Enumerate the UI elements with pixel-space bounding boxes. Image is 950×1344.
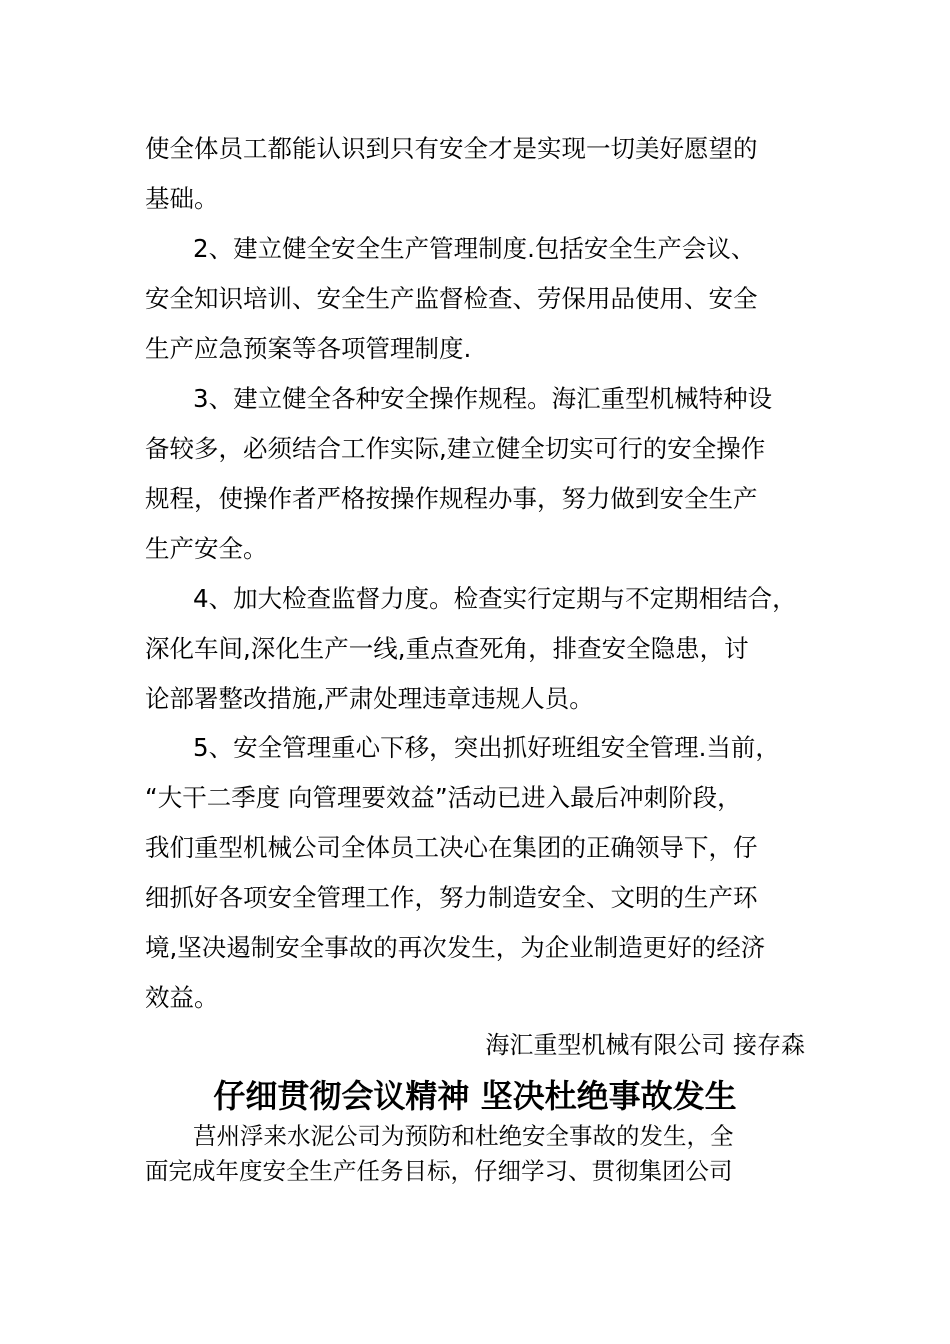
paragraph-line: 5、安全管理重心下移，突出抓好班组安全管理.当前， (193, 733, 780, 762)
paragraph-line: 安全知识培训、安全生产监督检查、劳保用品使用、安全 (145, 284, 758, 313)
paragraph-line: 莒州浮来水泥公司为预防和杜绝安全事故的发生，全 (193, 1122, 734, 1150)
signature: 海汇重型机械有限公司 接存森 (485, 1031, 805, 1059)
paragraph-line: 细抓好各项安全管理工作，努力制造安全、文明的生产环 (145, 883, 758, 912)
paragraph-line: 生产安全。 (145, 534, 268, 563)
paragraph-line: 基础。 (145, 184, 219, 213)
paragraph-line: 规程，使操作者严格按操作规程办事，努力做到安全生产 (145, 484, 758, 513)
paragraph-line: 境,坚决遏制安全事故的再次发生，为企业制造更好的经济 (145, 933, 766, 962)
paragraph-line: 深化车间,深化生产一线,重点查死角，排查安全隐患，讨 (145, 634, 749, 663)
article-title: 仔细贯彻会议精神 坚决杜绝事故发生 (213, 1077, 737, 1115)
paragraph-line: 生产应急预案等各项管理制度. (145, 334, 472, 363)
paragraph-line: 效益。 (145, 983, 219, 1012)
paragraph-line: 3、建立健全各种安全操作规程。海汇重型机械特种设 (193, 384, 773, 413)
paragraph-line: “大干二季度 向管理要效益”活动已进入最后冲刺阶段， (145, 783, 742, 812)
paragraph-line: 我们重型机械公司全体员工决心在集团的正确领导下，仔 (145, 833, 758, 862)
paragraph-line: 2、建立健全安全生产管理制度.包括安全生产会议、 (193, 234, 756, 263)
paragraph-line: 4、加大检查监督力度。检查实行定期与不定期相结合， (193, 584, 797, 613)
paragraph-line: 论部署整改措施,严肃处理违章违规人员。 (145, 684, 594, 713)
paragraph-line: 备较多，必须结合工作实际,建立健全切实可行的安全操作 (145, 434, 766, 463)
paragraph-line: 使全体员工都能认识到只有安全才是实现一切美好愿望的 (145, 134, 758, 163)
paragraph-line: 面完成年度安全生产任务目标，仔细学习、贯彻集团公司 (145, 1157, 733, 1185)
